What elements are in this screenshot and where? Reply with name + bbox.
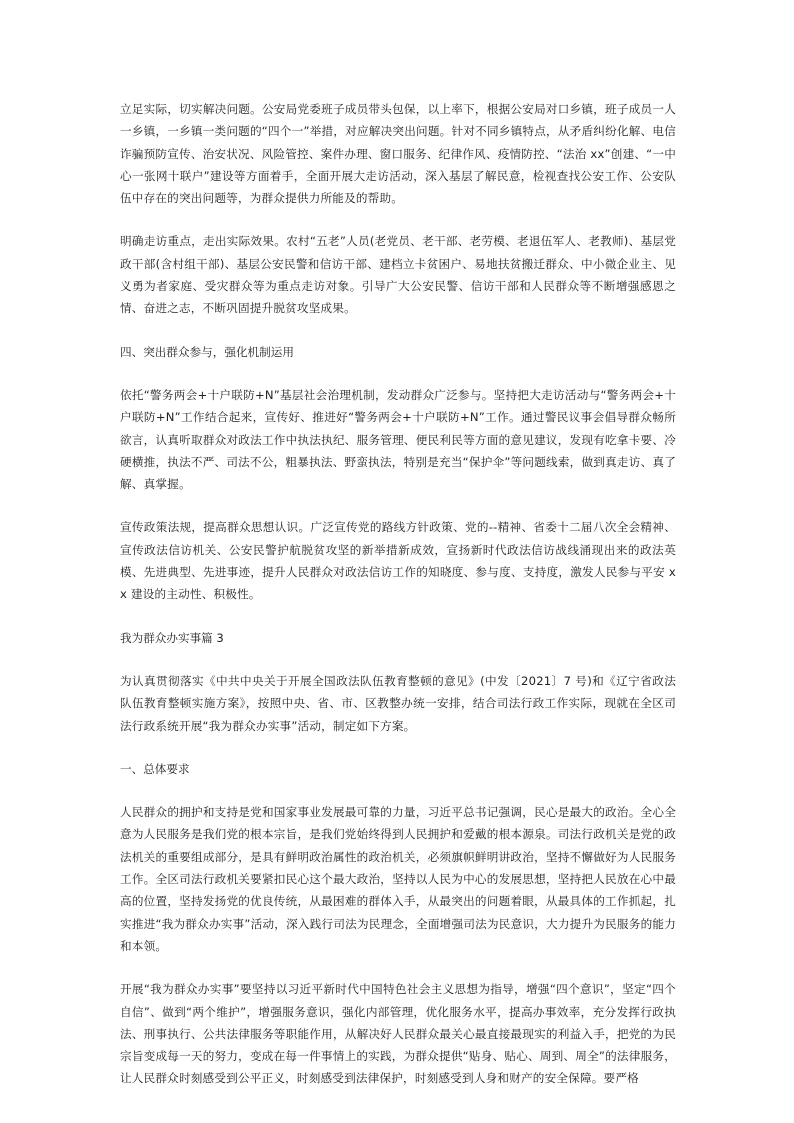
paragraph-2: 明确走访重点，走出实际效果。农村“五老”人员(老党员、老干部、老劳模、老退伍军人、老教师)、基层党政干部(含村组干部)、基层公安民警和信访干部、建档立卡贫困户、易地扶贫搬迁群众、中小微企业主、见义勇为者家庭、受灾群众等为重点走访对象。引导广大公安民警、信访干部和人民群众等不断增强感恩之情、奋进之志，不断巩固提升脱贫攻坚成果。 xyxy=(120,234,676,316)
paragraph-1: 立足实际，切实解决问题。公安局党委班子成员带头包保，以上率下，根据公安局对口乡镇，班子成员一人一乡镇，一乡镇一类问题的“四个一”举措，对应解决突出问题。针对不同乡镇特点，从矛盾纠纷化解、电信诈骗预防宣传、治安状况、风险管控、案件办理、窗口服务、纪律作风、疫情防控、“法治 xx”创建、“一中心一张网十联户”建设等方面着手，全面开展大走访活动，深入基层了解民意，检视查找公安工作、公安队伍中存在的突出问题等，为群众提供力所能及的帮助。 xyxy=(120,102,676,206)
document-page xyxy=(120,98,676,1090)
paragraph-4: 宣传政策法规，提高群众思想认识。广泛宣传党的路线方针政策、党的--精神、省委十二届八次全会精神、宣传政法信访机关、公安民警护航脱贫攻坚的新举措新成效，宣扬新时代政法信访战线涌现出来的政法英模、先进典型、先进事迹，提升人民群众对政法信访工作的知晓度、参与度、支持度，激发人民参与平安 xx 建设的主动性、积极性。 xyxy=(120,520,676,602)
paragraph-3: 依托“警务两会+十户联防+N”基层社会治理机制，发动群众广泛参与。坚持把大走访活动与“警务两会+十户联防+N”工作结合起来，宣传好、推进好“警务两会+十户联防+N”工作。通过警民议事会倡导群众畅所欲言，认真听取群众对政法工作中执法执纪、服务管理、便民利民等方面的意见建议，发现有吃拿卡要、冷硬横推，执法不严、司法不公，粗暴执法、野蛮执法，特别是充当“保护伞”等问题线索，做到真走访、真了解、真掌握。 xyxy=(120,387,676,492)
paragraph-6: 人民群众的拥护和支持是党和国家事业发展最可靠的力量，习近平总书记强调，民心是最大的政治。全心全意为人民服务是我们党的根本宗旨，是我们党始终得到人民拥护和爱戴的根本源泉。司法行政机关是党的政法机关的重要组成部分，是具有鲜明政治属性的政治机关，必须旗帜鲜明讲政治，坚持不懈做好为人民服务工作。全区司法行政机关要紧扣民心这个最大政治，坚持以人民为中心的发展思想，坚持把人民放在心中最高的位置，坚持发扬党的优良传统，从最困难的群体入手，从最突出的问题着眼，从最具体的工作抓起，扎实推进“我为群众办实事”活动，深入践行司法为民理念，全面增强司法为民意识，大力提升为民服务的能力和本领。 xyxy=(120,805,676,953)
article-heading: 我为群众办实事篇 3 xyxy=(120,630,224,645)
section-heading-4: 四、突出群众参与，强化机制运用 xyxy=(120,344,294,359)
section-heading-1: 一、总体要求 xyxy=(120,761,190,776)
paragraph-7: 开展“我为群众办实事”要坚持以习近平新时代中国特色社会主义思想为指导，增强“四个意识”，坚定“四个自信”、做到“两个维护”，增强服务意识，强化内部管理，优化服务水平，提高办事效率，充分发挥行政执法、刑事执行、公共法律服务等职能作用，从解决好人民群众最关心最直接最现实的利益入手，把党的为民宗旨变成每一天的努力，变成在每一件事情上的实践，为群众提供“贴身、贴心、周到、周全”的法律服务，让人民群众时刻感受到公平正义，时刻感受到法律保护，时刻感受到人身和财产的安全保障。要严格 xyxy=(120,982,676,1086)
paragraph-5: 为认真贯彻落实《中共中央关于开展全国政法队伍教育整顿的意见》(中发〔2021〕7 号)和《辽宁省政法队伍教育整顿实施方案》，按照中央、省、市、区教整办统一安排，结合司法行政工作实际，现就在全区司法行政系统开展“我为群众办实事”活动，制定如下方案。 xyxy=(120,673,676,733)
